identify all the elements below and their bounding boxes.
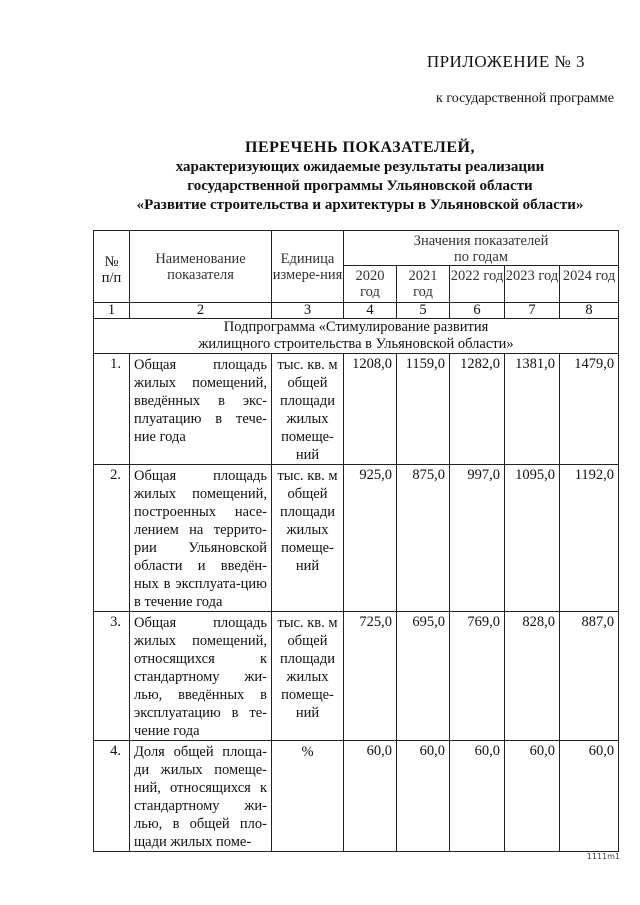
header-unit: Единица измере-ния xyxy=(272,231,344,303)
document-title xyxy=(80,138,640,215)
row-value-2024: 60,0 xyxy=(560,741,619,852)
table-row xyxy=(94,354,619,465)
table-row xyxy=(94,612,619,741)
row-indicator-name: Общая площадь жилых помещений, относящихся к стандартному жи-лью, введённых в эксплуатацию в те-чение года xyxy=(130,612,272,741)
header-year-2023: 2023 год xyxy=(505,266,560,303)
subprogram-row xyxy=(94,319,619,354)
row-value-2021: 695,0 xyxy=(397,612,450,741)
row-value-2020: 925,0 xyxy=(344,465,397,612)
row-unit: тыс. кв. м общей площади жилых помеще-ний xyxy=(272,612,344,741)
row-value-2022: 997,0 xyxy=(450,465,505,612)
header-values-group xyxy=(344,231,619,266)
row-value-2023: 828,0 xyxy=(505,612,560,741)
appendix-label: ПРИЛОЖЕНИЕ № 3 xyxy=(426,52,585,71)
header-year-2021: 2021 год xyxy=(397,266,450,303)
row-unit: тыс. кв. м общей площади жилых помеще-ний xyxy=(272,465,344,612)
row-value-2022: 60,0 xyxy=(450,741,505,852)
column-number: 1 xyxy=(94,303,130,319)
title-line-4: «Развитие строительства и архитектуры в Ульяновской области» xyxy=(136,197,584,213)
row-indicator-name: Общая площадь жилых помещений, построенных насе-лением на террито-рии Ульяновской области и введён-ных в эксплуата-цию в течение года xyxy=(130,465,272,612)
row-value-2020: 60,0 xyxy=(344,741,397,852)
header-num-abbrev: п/п xyxy=(101,269,122,286)
column-number: 6 xyxy=(450,303,505,319)
table-row xyxy=(94,741,619,852)
row-indicator-name: Доля общей площа-ди жилых помеще-ний, относящихся к стандартному жи-лью, в общей пло-щади жилых поме- xyxy=(130,741,272,852)
table-row xyxy=(94,465,619,612)
header-year-2022: 2022 год xyxy=(450,266,505,303)
row-number: 4. xyxy=(94,741,130,852)
row-unit: тыс. кв. м общей площади жилых помеще-ний xyxy=(272,354,344,465)
column-number: 8 xyxy=(560,303,619,319)
page-stamp: 1111m1 xyxy=(586,852,620,861)
header-num xyxy=(94,231,130,303)
column-number: 4 xyxy=(344,303,397,319)
header-num-symbol: № xyxy=(104,253,119,270)
column-number: 3 xyxy=(272,303,344,319)
row-number: 1. xyxy=(94,354,130,465)
indicators-table xyxy=(93,230,619,852)
subprogram-line-1: Подпрограмма «Стимулирование развития xyxy=(223,319,489,335)
header-year-2020: 2020 год xyxy=(344,266,397,303)
title-line-2: характеризующих ожидаемые результаты реализации xyxy=(175,159,545,175)
row-value-2021: 1159,0 xyxy=(397,354,450,465)
header-group-line-1: Значения показателей xyxy=(413,233,549,249)
row-value-2023: 1095,0 xyxy=(505,465,560,612)
appendix-subtitle: к государственной программе xyxy=(436,91,614,106)
header-name: Наименование показателя xyxy=(130,231,272,303)
row-value-2024: 887,0 xyxy=(560,612,619,741)
row-value-2020: 725,0 xyxy=(344,612,397,741)
row-value-2023: 60,0 xyxy=(505,741,560,852)
row-value-2022: 769,0 xyxy=(450,612,505,741)
header-group-line-2: по годам xyxy=(454,249,509,265)
subprogram-line-2: жилищного строительства в Ульяновской области» xyxy=(198,336,514,352)
row-value-2021: 60,0 xyxy=(397,741,450,852)
row-value-2020: 1208,0 xyxy=(344,354,397,465)
header-year-2024: 2024 год xyxy=(560,266,619,303)
title-line-1: ПЕРЕЧЕНЬ ПОКАЗАТЕЛЕЙ, xyxy=(245,139,475,156)
row-unit: % xyxy=(272,741,344,852)
row-value-2021: 875,0 xyxy=(397,465,450,612)
row-value-2024: 1479,0 xyxy=(560,354,619,465)
row-number: 2. xyxy=(94,465,130,612)
column-number: 5 xyxy=(397,303,450,319)
row-indicator-name: Общая площадь жилых помещений, введённых в экс-плуатацию в тече-ние года xyxy=(130,354,272,465)
row-number: 3. xyxy=(94,612,130,741)
subprogram-title xyxy=(94,319,619,354)
row-value-2022: 1282,0 xyxy=(450,354,505,465)
column-number: 7 xyxy=(505,303,560,319)
title-line-3: государственной программы Ульяновской области xyxy=(187,178,533,194)
row-value-2024: 1192,0 xyxy=(560,465,619,612)
column-numbers-row xyxy=(94,303,619,319)
column-number: 2 xyxy=(130,303,272,319)
row-value-2023: 1381,0 xyxy=(505,354,560,465)
